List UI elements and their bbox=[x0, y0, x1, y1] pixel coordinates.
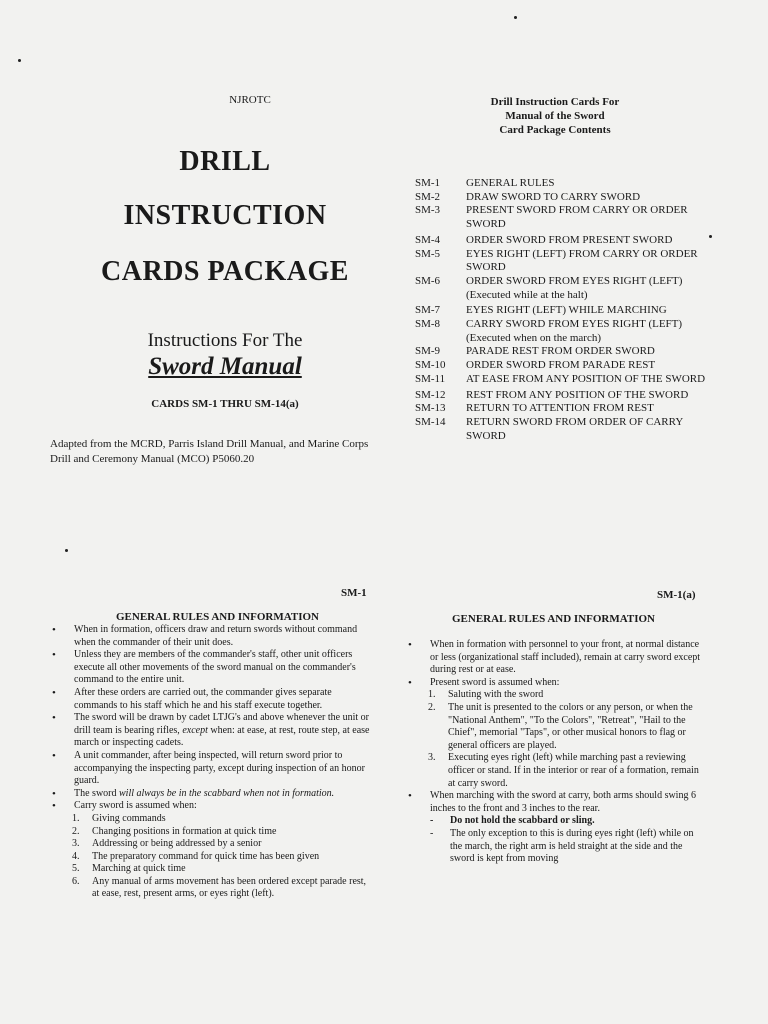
card-title: RETURN TO ATTENTION FROM REST bbox=[466, 402, 654, 415]
item-number: 5. bbox=[72, 863, 80, 875]
contents-row bbox=[415, 204, 715, 231]
card-title: EYES RIGHT (LEFT) FROM CARRY OR ORDER SWORD bbox=[466, 247, 698, 274]
card-title: DRAW SWORD TO CARRY SWORD bbox=[466, 190, 641, 203]
title-line-3: CARDS PACKAGE bbox=[101, 256, 349, 287]
contents-heading-line: Drill Instruction Cards For bbox=[490, 96, 620, 108]
list-item bbox=[52, 800, 374, 813]
numbered-item bbox=[52, 838, 374, 851]
item-text: The unit is presented to the colors or any person, or when the "National Anthem", "To the Colors", "Retreat", "Hail to the Chief", memorial "Taps", or other musical honors to flag or general officers are played. bbox=[448, 701, 693, 751]
contents-row bbox=[415, 248, 715, 275]
contents-row bbox=[415, 416, 715, 443]
text-part: when: at ease, at rest, route step, at ease march or inspecting cadets. bbox=[74, 724, 370, 749]
contents-row bbox=[415, 234, 715, 248]
list-item bbox=[52, 687, 374, 712]
contents-row bbox=[415, 304, 715, 318]
card-code: SM-10 bbox=[415, 359, 446, 372]
card-title: ORDER SWORD FROM PRESENT SWORD bbox=[466, 233, 673, 246]
numbered-item bbox=[52, 813, 374, 826]
list-item-text: When in formation with personnel to your front, at normal distance or less (organizational staff included), remain at carry sword except during rest or at ease. bbox=[430, 639, 701, 676]
item-text: Executing eyes right (left) while marching past a reviewing officer or stand. If in the interior or rear of a formation, remain at carry sword. bbox=[448, 752, 699, 789]
card-code: SM-2 bbox=[415, 190, 441, 203]
item-number: 2. bbox=[428, 701, 436, 713]
list-item bbox=[52, 750, 374, 788]
contents-heading bbox=[440, 95, 670, 137]
card-sm1a-heading: GENERAL RULES AND INFORMATION bbox=[451, 613, 656, 625]
card-code: SM-5 bbox=[415, 247, 441, 260]
item-text: Addressing or being addressed by a senior bbox=[92, 838, 262, 850]
scan-speck bbox=[514, 16, 517, 19]
list-item-text: Unless they are members of the commander's staff, other unit officers execute all other movements of the sword manual on the commander's command to the entire unit. bbox=[74, 649, 356, 686]
adapted-note: Adapted from the MCRD, Parris Island Drill Manual, and Marine Corps Drill and Ceremony Manual (MCO) P5060.20 bbox=[50, 438, 369, 465]
card-title: RETURN SWORD FROM ORDER OF CARRY SWORD bbox=[466, 415, 683, 442]
contents-list bbox=[415, 177, 715, 443]
item-number: 3. bbox=[428, 752, 436, 764]
dash-item bbox=[408, 828, 708, 866]
contents-row bbox=[415, 345, 715, 359]
list-item-text bbox=[74, 788, 374, 801]
contents-row bbox=[415, 191, 715, 205]
card-label-sm1a: SM-1(a) bbox=[657, 589, 696, 601]
card-title: EYES RIGHT (LEFT) WHILE MARCHING bbox=[466, 304, 667, 317]
dash-item bbox=[408, 815, 708, 828]
numbered-item bbox=[408, 689, 708, 702]
contents-row bbox=[415, 402, 715, 416]
dash-icon: - bbox=[430, 827, 434, 839]
bullet-icon: • bbox=[52, 624, 56, 636]
item-text: Do not hold the scabbard or sling. bbox=[450, 815, 595, 827]
card-code: SM-7 bbox=[415, 304, 441, 317]
numbered-item bbox=[52, 826, 374, 839]
sword-manual-title bbox=[70, 353, 380, 381]
contents-row bbox=[415, 177, 715, 191]
card-code: SM-6 bbox=[415, 274, 441, 287]
contents-heading-line: Card Package Contents bbox=[499, 124, 611, 136]
item-number: 2. bbox=[72, 825, 80, 837]
card-code: SM-11 bbox=[415, 372, 446, 385]
bullet-icon: • bbox=[52, 649, 56, 662]
text-part: The sword will be drawn by cadet LTJG's and above whenever the unit or drill team is bearing rifles, bbox=[74, 712, 369, 736]
card-title: CARRY SWORD FROM EYES RIGHT (LEFT) (Executed when on the march) bbox=[466, 318, 683, 344]
card-label-sm1: SM-1 bbox=[341, 587, 367, 599]
dash-icon: - bbox=[430, 815, 434, 827]
card-title: ORDER SWORD FROM EYES RIGHT (LEFT) (Executed while at the halt) bbox=[466, 274, 683, 301]
card-title: REST FROM ANY POSITION OF THE SWORD bbox=[466, 388, 689, 401]
card-title: PARADE REST FROM ORDER SWORD bbox=[466, 345, 655, 358]
card-title: AT EASE FROM ANY POSITION OF THE SWORD bbox=[466, 372, 706, 385]
list-item bbox=[408, 677, 708, 690]
bullet-icon: • bbox=[52, 712, 56, 725]
item-text: The preparatory command for quick time has been given bbox=[92, 850, 320, 862]
list-item bbox=[52, 624, 374, 649]
list-item bbox=[408, 790, 708, 815]
emphasis-text: except bbox=[182, 724, 208, 736]
scan-speck bbox=[65, 549, 68, 552]
list-item-text: Carry sword is assumed when: bbox=[74, 800, 197, 812]
bullet-icon: • bbox=[52, 686, 56, 699]
list-item-text bbox=[74, 712, 374, 750]
item-text: Changing positions in formation at quick time bbox=[92, 825, 277, 837]
card-title: GENERAL RULES bbox=[466, 177, 555, 189]
numbered-item bbox=[52, 863, 374, 876]
contents-row bbox=[415, 275, 715, 302]
card-code: SM-9 bbox=[415, 345, 441, 358]
contents-row bbox=[415, 359, 715, 373]
item-text: Marching at quick time bbox=[92, 863, 186, 875]
title-line-2: INSTRUCTION bbox=[123, 200, 327, 231]
item-number: 4. bbox=[72, 850, 80, 862]
numbered-item bbox=[52, 876, 374, 901]
contents-heading-line: Manual of the Sword bbox=[505, 110, 605, 122]
sword-manual-text: Sword Manual bbox=[148, 353, 302, 380]
contents-row bbox=[415, 373, 715, 387]
card-code: SM-3 bbox=[415, 204, 441, 217]
text-part: The sword bbox=[74, 787, 119, 799]
item-text: Any manual of arms movement has been ordered except parade rest, at ease, rest, present arms, or eyes right (left). bbox=[92, 875, 367, 900]
card-code: SM-8 bbox=[415, 318, 441, 331]
card-code: SM-12 bbox=[415, 388, 446, 401]
bullet-icon: • bbox=[52, 749, 56, 762]
list-item-text: A unit commander, after being inspected, will return sword prior to accompanying the inspecting party, except during inspection of an honor guard. bbox=[74, 749, 365, 787]
numbered-item bbox=[52, 851, 374, 864]
contents-row bbox=[415, 389, 715, 403]
list-item-text: Present sword is assumed when: bbox=[430, 676, 560, 688]
item-number: 6. bbox=[72, 875, 80, 887]
item-number: 1. bbox=[72, 812, 80, 824]
list-item bbox=[52, 788, 374, 801]
org-label: NJROTC bbox=[229, 94, 271, 106]
cards-range: CARDS SM-1 THRU SM-14(a) bbox=[151, 398, 299, 410]
item-text: Giving commands bbox=[92, 812, 166, 824]
item-number: 1. bbox=[428, 689, 436, 701]
list-item-text: After these orders are carried out, the commander gives separate commands to his staff which he and his staff execute together. bbox=[74, 686, 332, 711]
scan-speck bbox=[18, 59, 21, 62]
bullet-icon: • bbox=[52, 787, 56, 800]
item-text: Saluting with the sword bbox=[448, 689, 544, 701]
card-code: SM-14 bbox=[415, 415, 446, 428]
emphasis-text: will always be in the scabbard when not in formation. bbox=[119, 787, 335, 799]
numbered-item bbox=[408, 752, 708, 790]
bullet-icon: • bbox=[408, 639, 412, 651]
bullet-icon: • bbox=[408, 790, 412, 803]
contents-row bbox=[415, 318, 715, 345]
card-title: PRESENT SWORD FROM CARRY OR ORDER SWORD bbox=[466, 204, 688, 231]
card-title: ORDER SWORD FROM PARADE REST bbox=[466, 359, 656, 372]
list-item-text: When marching with the sword at carry, both arms should swing 6 inches to the front and 3 inches to the rear. bbox=[430, 790, 696, 814]
card-code: SM-4 bbox=[415, 233, 441, 246]
list-item bbox=[52, 712, 374, 750]
card-code: SM-1 bbox=[415, 177, 441, 189]
list-item bbox=[408, 639, 708, 677]
card-code: SM-13 bbox=[415, 402, 446, 415]
bullet-icon: • bbox=[52, 800, 56, 813]
item-text: The only exception to this is during eyes right (left) while on the march, the right arm is held straight at the side and the sword is kept from moving bbox=[450, 827, 694, 865]
instructions-subtitle: Instructions For The bbox=[147, 330, 303, 351]
card-sm1-body bbox=[52, 624, 374, 901]
bullet-icon: • bbox=[408, 676, 412, 689]
numbered-item bbox=[408, 702, 708, 752]
list-item bbox=[52, 649, 374, 687]
list-item-text: When in formation, officers draw and return swords without command when the commander of their unit does. bbox=[74, 624, 358, 648]
item-number: 3. bbox=[72, 838, 80, 850]
title-line-1: DRILL bbox=[179, 146, 271, 177]
card-sm1-heading: GENERAL RULES AND INFORMATION bbox=[115, 611, 320, 623]
card-sm1a-body bbox=[408, 639, 708, 866]
